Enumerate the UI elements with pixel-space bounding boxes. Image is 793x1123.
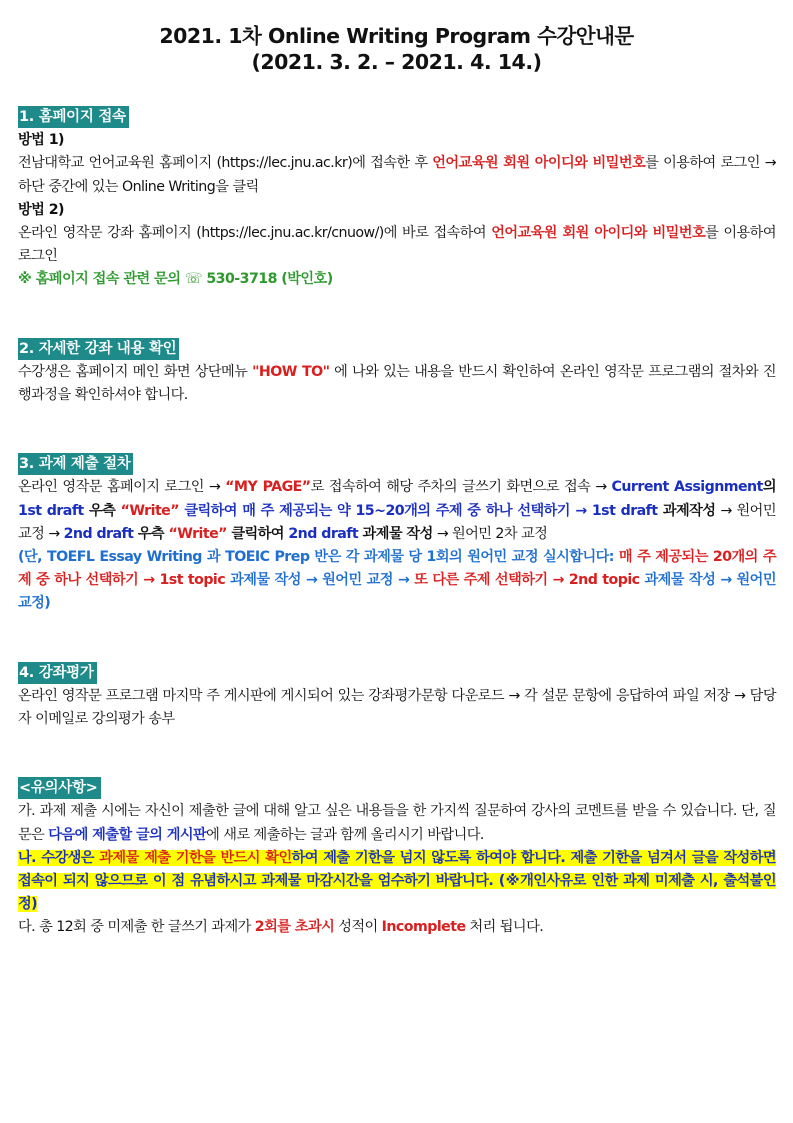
proc-9: 클릭하여 매 주 제공되는 약 15~20개의 주제 중 하나 선택하기 → 1st draft <box>179 502 658 519</box>
note-ga-c: 에 새로 제출하는 글과 함께 올리시기 바랍니다. <box>206 826 484 843</box>
note-na-deadline: 과제물 제출 기한을 반드시 확인 <box>99 849 292 866</box>
how-to-menu: "HOW TO" <box>252 363 330 380</box>
proc-5: 의 <box>762 479 776 496</box>
proc-1: 온라인 영작문 홈페이지 로그인 → <box>18 479 226 496</box>
proc-10: 과제작성 <box>657 502 716 519</box>
note-ga-a: 가. 과제 제출 시에는 자신이 제출한 글에 대해 알고 싶은 내용들을 한 가지씩 질문하여 강사의 코멘트를 받을 수 있습니다. 단, 질문은 <box>18 803 776 843</box>
proc-11: → 원어민 교정 → <box>18 502 776 542</box>
note-1: (단, TOEFL Essay Writing 과 TOEIC Prep 반은 각 과제물 당 1회의 원어민 교정 실시합니다: <box>18 549 619 566</box>
section-2-text-a: 수강생은 홈페이지 메인 화면 상단메뉴 <box>18 363 253 380</box>
proc-3: 로 접속하여 해당 주차의 글쓰기 화면으로 접속 → <box>310 479 612 496</box>
note-na-a: 나. 수강생은 <box>18 849 100 866</box>
note-2: 매 주 제공되는 20개의 주제 중 하나 선택하기 → 1st topic <box>18 549 776 589</box>
proc-1st-draft: 1st draft <box>18 502 84 519</box>
section-2-text <box>18 361 776 407</box>
proc-2nd-draft: 2nd draft <box>63 525 134 542</box>
method-2-text-a: 온라인 영작문 강좌 홈페이지 (https://lec.jnu.ac.kr/cnuow/)에 바로 접속하여 <box>18 225 492 242</box>
proc-current-assignment: Current Assignment <box>611 479 763 496</box>
method-2-credential: 언어교육원 회원 아이디와 비밀번호 <box>491 225 706 242</box>
note-da-a: 다. 총 12회 중 미제출 한 글쓰기 과제가 <box>18 919 255 936</box>
method-1-text-c: 를 이용하여 로그인 → 하단 중간에 있는 Online Writing을 클릭 <box>18 155 777 195</box>
section-3-procedure <box>18 476 776 546</box>
contact-info: ※ 홈페이지 접속 관련 문의 ☏ 530-3718 (박인호) <box>18 271 333 288</box>
proc-2nd-draft-b: 2nd draft <box>288 525 359 542</box>
method-1-label: 방법 1) <box>18 132 64 149</box>
note-5: 과제물 작성 → 원어민 교정) <box>18 572 776 612</box>
section-2-heading: 2. 자세한 강좌 내용 확인 <box>18 338 179 360</box>
section-3-heading: 3. 과제 제출 절차 <box>18 453 133 475</box>
proc-17: 과제물 작성 <box>358 525 433 542</box>
method-1-text-a: 전남대학교 언어교육원 홈페이지 (https://lec.jnu.ac.kr)에 접속한 후 <box>18 155 433 172</box>
method-2-text <box>18 222 776 268</box>
note-da-e: 처리 됩니다. <box>465 919 544 936</box>
proc-my-page: “MY PAGE” <box>225 479 311 496</box>
method-2-text-c: 를 이용하여 로그인 <box>18 225 776 265</box>
method-1-text <box>18 152 776 198</box>
note-ga-board: 다음에 제출할 글의 게시판 <box>48 826 207 843</box>
section-4-heading: 4. 강좌평가 <box>18 662 97 684</box>
page-period: (2021. 3. 2. – 2021. 4. 14.) <box>251 50 542 74</box>
proc-write-1: “Write” <box>120 502 180 519</box>
section-1-heading: 1. 홈페이지 접속 <box>18 106 129 128</box>
notes-heading: <유의사항> <box>18 777 101 799</box>
proc-15: 클릭하여 <box>226 525 289 542</box>
method-1-credential: 언어교육원 회원 아이디와 비밀번호 <box>432 155 646 172</box>
note-da-c: 성적이 <box>334 919 382 936</box>
page-title: 2021. 1차 Online Writing Program 수강안내문 <box>159 24 634 48</box>
section-2-text-c: 에 나와 있는 내용을 반드시 확인하여 온라인 영작문 프로그램의 절차와 진행과정을 확인하셔야 합니다. <box>18 363 776 404</box>
note-da-limit: 2회를 초과시 <box>254 919 335 936</box>
section-4-text: 온라인 영작문 프로그램 마지막 주 게시판에 게시되어 있는 강좌평가문항 다운로드 → 각 설문 문항에 응답하여 파일 저장 → 담당자 이메일로 강의평가 송부 <box>18 687 776 728</box>
proc-7: 우측 <box>83 502 121 519</box>
note-na-c: 하여 제출 기한을 넘지 않도록 하여야 합니다. 제출 기한을 넘겨서 글을 작성하면 접속이 되지 않으므로 이 점 유념하시고 과제물 마감시간을 엄수하기 바랍니다. (※개인사유로 인한 과제 미제출 시, 출석불인정) <box>18 849 777 913</box>
method-2-label: 방법 2) <box>18 201 64 218</box>
note-4: 또 다른 주제 선택하기 → 2nd topic <box>414 572 640 589</box>
proc-write-2: “Write” <box>168 525 227 542</box>
proc-13: 우측 <box>133 525 169 542</box>
note-na <box>18 847 776 917</box>
note-da-incomplete: Incomplete <box>381 919 466 936</box>
document-body <box>18 106 776 940</box>
section-3-note <box>18 546 776 616</box>
note-da <box>18 916 776 939</box>
note-ga <box>18 800 776 846</box>
proc-18: → 원어민 2차 교정 <box>432 525 548 542</box>
note-3: 과제물 작성 → 원어민 교정 → <box>225 572 415 589</box>
